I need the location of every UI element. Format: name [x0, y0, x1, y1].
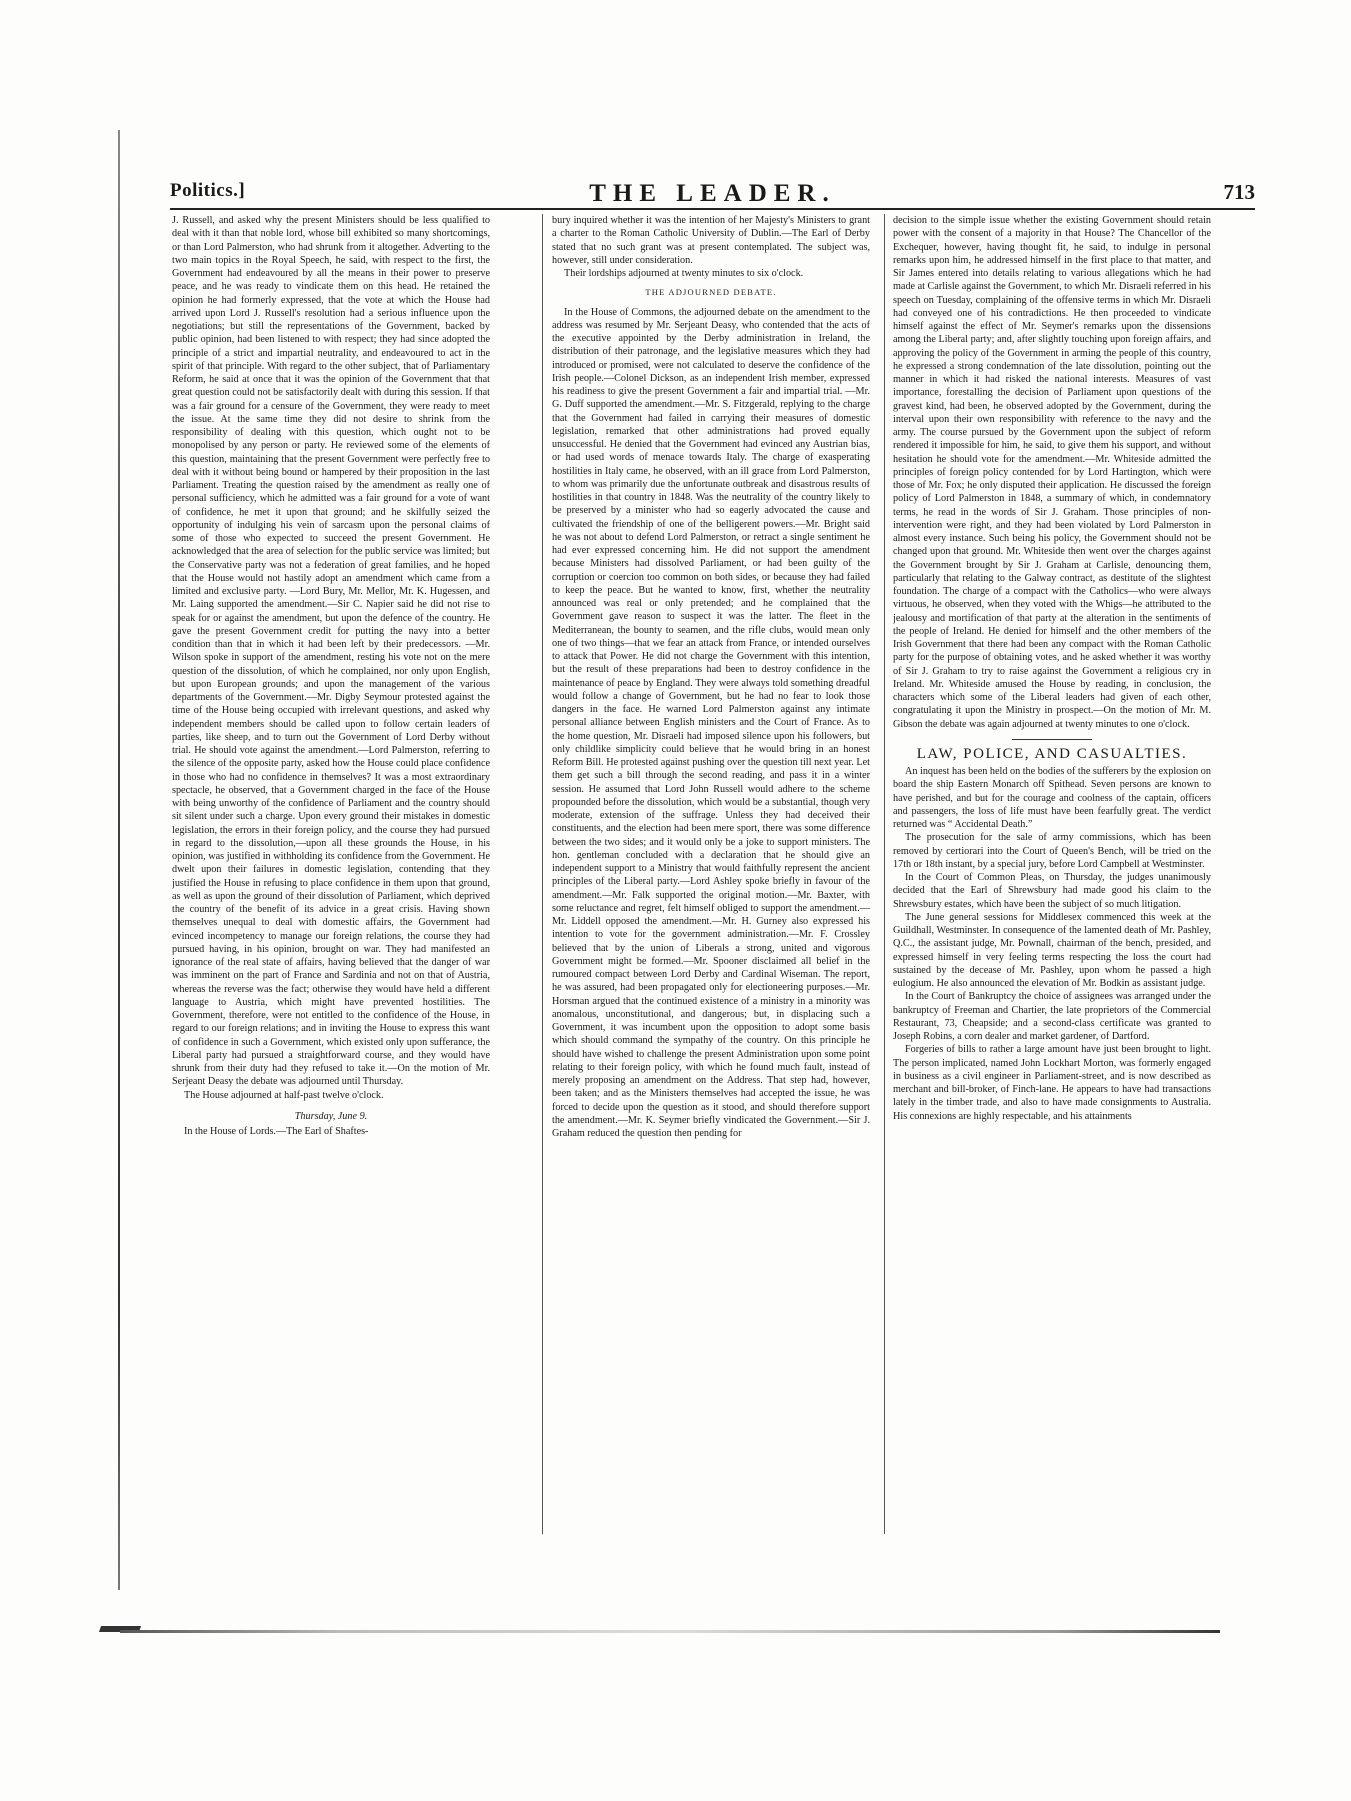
article-paragraph: Forgeries of bills to rather a large amount have just been brought to light. The person implicated, named John Lockhart Morton, was formerly engaged in business as a civil engineer in Parliament-street, and is now described as merchant and bill-broker, of Finch-lane. He appears to have had transactions lately in the timber trade, and also to have made consignments to Australia. His connexions are highly respectable, and his attainments [893, 1044, 1211, 1122]
section-label: Politics.] [170, 180, 246, 201]
binding-edge [118, 130, 120, 1590]
article-paragraph: The June general sessions for Middlesex commenced this week at the Guildhall, Westminster. In consequence of the lamented death of Mr. Pashley, Q.C., the assistant judge, Mr. Pownall, chairman of the bench, presided, and expressed himself in very feeling terms respecting the loss the court had sustained by the decease of Mr. Pashley, upon whom he passed a high eulogium. He also announced the elevation of Mr. Bodkin as assistant judge. [893, 911, 1211, 989]
column-1 [172, 214, 490, 1534]
section-heading: LAW, POLICE, AND CASUALTIES. [916, 745, 1188, 762]
column-rule [884, 214, 885, 1534]
article-paragraph: In the Court of Bankruptcy the choice of assignees was arranged under the bankruptcy of Freeman and Chartier, the late proprietors of the Commercial Restaurant, 73, Cheapside; and a second-class certificate was granted to Joseph Robins, a corn dealer and market gardener, of Dartford. [893, 991, 1211, 1042]
page-number: 713 [1223, 180, 1255, 204]
page-bottom-edge [120, 1630, 1220, 1633]
masthead-title: THE LEADER. [589, 180, 836, 207]
column-2 [552, 214, 870, 1534]
article-paragraph: In the House of Commons, the adjourned debate on the amendment to the address was resumed by Mr. Serjeant Deasy, who contended that the acts of the executive appointed by the Derby administration in Ireland, the distribution of their patronage, and the legislative measures which they had introduced or promised, were not calculated to deserve the confidence of the Irish people.—Colonel Dickson, as an independent Irish member, expressed his readiness to give the present Government a fair and impartial trial. —Mr. G. Duff supported the amendment.—Mr. S. Fitzgerald, replying to the charge that the Government had failed in carrying their measures of domestic legislation, remarked that other administrations had proved equally unsuccessful. He denied that the Government had evinced any Austrian bias, or had used words of menace towards Italy. The charge of exasperating hostilities in Italy came, he observed, with an ill grace from Lord Palmerston, to whom was primarily due the unfortunate outbreak and disastrous results of hostilities in that country in 1848. Was the neutrality of the country likely to be preserved by a minister who had so eagerly advocated the cause and cultivated the friendship of one of the belligerent powers.—Mr. Bright said he was not about to defend Lord Palmerston, or retract a single sentiment he had ever expressed concerning him. He did not support the amendment because Ministers had dissolved Parliament, or had been guilty of the corruption or coercion too common on both sides, or because they had failed to keep the peace. But he wanted to know, first, whether the neutrality announced was real or only pretended; and he complained that the Government gave reason to suspect it was the latter. The fleet in the Mediterranean, the bounty to seamen, and the rifle clubs, would mean only one of two things—that we fear an attack from France, or intended ourselves to attack that Power. He did not charge the Government with this intention, but the result of these preparations had been to destroy confidence in the maintenance of peace by England. They were always told something dreadful would follow a change of Government, but he had no fear to look those dangers in the face. He warned Lord Palmerston against any intimate personal alliance between English ministers and the Court of France. As to the home question, Mr. Disraeli had imposed silence upon his followers, but only childlike simplicity could believe that he would bring in an honest Reform Bill. He protested against pushing over the question till next year. Let them get such a bill through the second reading, and pass it in a winter session. He assumed that Lord John Russell would adhere to the scheme propounded before the dissolution, which would be a substantial, though very moderate, extension of the suffrage. Unless they had deceived their constituents, and the election had been mere sport, there was some difference between the two sides; and it would only be a joke to support ministers. The hon. gentleman concluded with a declaration that he should give an independent support to a Ministry that would faithfully represent the ancient principles of the Liberal party.—Lord Ashley spoke briefly in favour of the amendment.—Mr. Falk supported the original motion.—Mr. Baxter, with some reluctance and regret, felt himself obliged to support the amendment.—Mr. Liddell opposed the amendment.—Mr. H. Gurney also expressed his intention to vote for the government administration.—Mr. F. Crossley believed that by the union of Liberals a strong, united and vigorous Government might be formed.—Mr. Spooner disclaimed all belief in the rumoured compact between Lord Derby and Cardinal Wiseman. The report, he was assured, had been propagated only for electioneering purposes.—Mr. Horsman argued that the continued existence of a ministry in a minority was anomalous, unconstitutional, and dangerous; but, in displacing such a Government, it was incumbent upon the opposition to adopt some basis which should command the sympathy of the country. On this principle he should have wished to challenge the present Administration upon some point relating to their foreign policy, with which he found much fault, instead of merely proposing an amendment on the Address. That step had, however, been taken; and as the Ministers themselves had accepted the issue, he was forced to decide upon the question as it stood, and should therefore support the amendment.—Mr. K. Seymer briefly vindicated the Government.—Sir J. Graham reduced the question then pending for [552, 306, 870, 1139]
article-paragraph: In the House of Lords.—The Earl of Shaftes- [184, 1126, 369, 1137]
column-3 [893, 214, 1211, 1534]
article-paragraph: An inquest has been held on the bodies of the sufferers by the explosion on board the ship Eastern Monarch off Spithead. Seven persons are known to have perished, and but for the courage and coolness of the captain, officers and passengers, the loss of life must have been fearfully great. The verdict returned was “ Accidental Death.” [893, 766, 1211, 830]
article-paragraph: The House adjourned at half-past twelve o'clock. [184, 1089, 384, 1101]
subheading: THE ADJOURNED DEBATE. [645, 287, 777, 298]
section-divider [1012, 739, 1092, 740]
dateline: Thursday, June 9. [294, 1110, 368, 1122]
header-rule [170, 208, 1255, 210]
running-head [170, 180, 1255, 210]
article-paragraph: The prosecution for the sale of army commissions, which has been removed by certiorari into the Court of Queen's Bench, will be tried on the 17th or 18th instant, by a special jury, before Lord Campbell at Westminster. [893, 832, 1211, 870]
article-paragraph: Their lordships adjourned at twenty minutes to six o'clock. [564, 268, 804, 279]
article-paragraph: J. Russell, and asked why the present Ministers should be less qualified to deal with it than that noble lord, whose bill exhibited so many shortcomings, or than Lord Palmerston, who had shrunk from it altogether. Adverting to the two main topics in the Royal Speech, he said, with respect to the first, the Government had endeavoured by all the means in their power to preserve peace, and he was ready to vindicate them on this head. He retained the opinion he had formerly expressed, that the vote at which the House had arrived upon Lord J. Russell's resolution had a serious influence upon the negotiations; but still the representations of the Government, backed by public opinion, had been listened to with respect; they had since adopted the principle of a strict and impartial neutrality, and endeavoured to act in the spirit of that principle. With regard to the other subject, that of Parliamentary Reform, he said at once that it was the opinion of the Government that that great question could not be satisfactorily dealt with during this session. If that was a fair ground for a censure of the Government, they were ready to meet the issue. At the same time they did not desire to shrink from the responsibility of dealing with this question, which ought not to be monopolised by any person or party. He reviewed some of the elements of this question, maintaining that the present Government were perfectly free to deal with it without being bound or hampered by their proposition in the last Parliament. Treating the question raised by the amendment as really one of personal sufficiency, which he admitted was a fair ground for a vote of want of confidence, he met it upon that ground; and he skilfully seized the opportunity of indulging his vein of sarcasm upon the personal claims of some of those who expected to succeed the present Government. He acknowledged that the area of selection for the public service was limited; but the Conservative party was not a federation of great families, and he hoped that the House would not hastily adopt an amendment which came from a limited and exclusive party. —Lord Bury, Mr. Mellor, Mr. K. Hugessen, and Mr. Laing supported the amendment.—Sir C. Napier said he did not rise to speak for or against the amendment, but upon the defence of the country. He gave the present Government credit for putting the navy into a better condition than that in which it had been left by their predecessors. —Mr. Wilson spoke in support of the amendment, resting his vote not on the mere question of the dissolution, of which he complained, nor only upon English, but upon European grounds; and upon the management of the various departments of the Government.—Mr. Digby Seymour protested against the time of the House being occupied with irrelevant questions, and asked why independent members should be called upon to follow certain leaders of parties, like sheep, and to turn out the Government of Lord Derby without trial. He should vote against the amendment.—Lord Palmerston, referring to the silence of the opposite party, asked how the House could place confidence in those who had no confidence in themselves? It was a most extraordinary spectacle, he observed, that a Government charged in the face of the House with being unworthy of the confidence of Parliament and the country should sit silent under such a charge. Upon every ground their mistakes in domestic legislation, the errors in their foreign policy, and the course they had pursued in regard to the dissolution,—upon all these grounds the House, in his opinion, was justified in withholding its confidence from the Government. He dwelt upon their failures in domestic legislation, contending that they justified the House in refusing to place confidence in them upon that ground, as well as upon the ground of their dissolution of Parliament, which deprived the country of the benefit of its advice in a great crisis. Having shown themselves unequal to deal with domestic affairs, the Government had evinced incompetency to manage our foreign relations, the course they had pursued having, in his opinion, brought on war. They had manifested an ignorance of the real state of affairs, having believed that the danger of war was imminent on the part of France and Sardinia and not on that of Austria, whereas the reverse was the fact; otherwise they would have held a different language to Austria, which might have prevented hostilities. The Government, therefore, were not entitled to the confidence of the House, in regard to our foreign relations; and in inviting the House to express this want of confidence in such a Government, which existed only upon sufferance, the Liberal party had pursued a straightforward course, and they would have shrunk from their duty had they refused to take it.—On the motion of Mr. Serjeant Deasy the debate was adjourned until Thursday. [172, 215, 490, 1088]
article-paragraph: bury inquired whether it was the intention of her Majesty's Ministers to grant a charter to the Roman Catholic University of Dublin.—The Earl of Derby stated that no such grant was at present contemplated. The subject was, however, still under consideration. [552, 215, 870, 266]
column-rule [542, 214, 543, 1534]
article-paragraph: decision to the simple issue whether the existing Government should retain power with the consent of a majority in that House? The Chancellor of the Exchequer, however, having thought fit, he said, to indulge in personal remarks upon him, he addressed himself in the first place to that matter, and Sir James entered into details relating to various allegations which he had made at Carlisle against the Government, to which Mr. Disraeli referred in his speech on Tuesday, complaining of the offensive terms in which Mr. Disraeli had conveyed one of his contradictions. He then proceeded to vindicate himself against the effect of Mr. Seymer's remarks upon the dissensions among the Liberal party; and, after slightly touching upon foreign affairs, and approving the policy of the Government in arming the people of this country, he expressed a strong condemnation of the late dissolution, pointing out the manner in which it had risked the national interests. Measures of vast importance, forestalling the decision of Parliament upon questions of the gravest kind, had been, he observed adopted by the Government, during the interval upon their own responsibility with reference to the navy and the army. The course pursued by the Government upon the subject of reform rendered it impossible for him, he said, to give them his support, and without hesitation he should vote for the amendment.—Mr. Whiteside admitted the principles of foreign policy contended for by Lord Hartington, which were those of Mr. Fox; he only disputed their application. He discussed the foreign policy of Lord Palmerston in 1848, a summary of which, in condemnatory terms, he read in the words of Sir J. Graham. Those principles of non-intervention were right, and they had been violated by Lord Palmerston in almost every instance. Such being his policy, the Government should not be changed upon that ground. Mr. Whiteside then went over the charges against the Government brought by Sir J. Graham at Carlisle, denouncing them, particularly that relating to the Galway contract, as destitute of the slightest foundation. The charge of a compact with the Catholics—who were always virtuous, he observed, when they voted with the Whigs—he attributed to the jealousy and mortification of that party at the alteration in the sentiments of the people of Ireland. He denied for himself and the other members of the Irish Government that there had been any compact with the Roman Catholic party for the purpose of obtaining votes, and he asked whether it was worthy of Sir J. Graham to try to raise against the Government a religious cry in Ireland. Mr. Whiteside amused the House by reading, in conclusion, the characters which some of the Liberal leaders had given of each other, congratulating it upon the Ministry in prospect.—On the motion of Mr. M. Gibson the debate was again adjourned at twenty minutes to one o'clock. [893, 215, 1211, 730]
article-paragraph: In the Court of Common Pleas, on Thursday, the judges unanimously decided that the Earl of Shrewsbury had made good his claim to the Shrewsbury estates, which have been the subject of so much litigation. [893, 872, 1211, 910]
